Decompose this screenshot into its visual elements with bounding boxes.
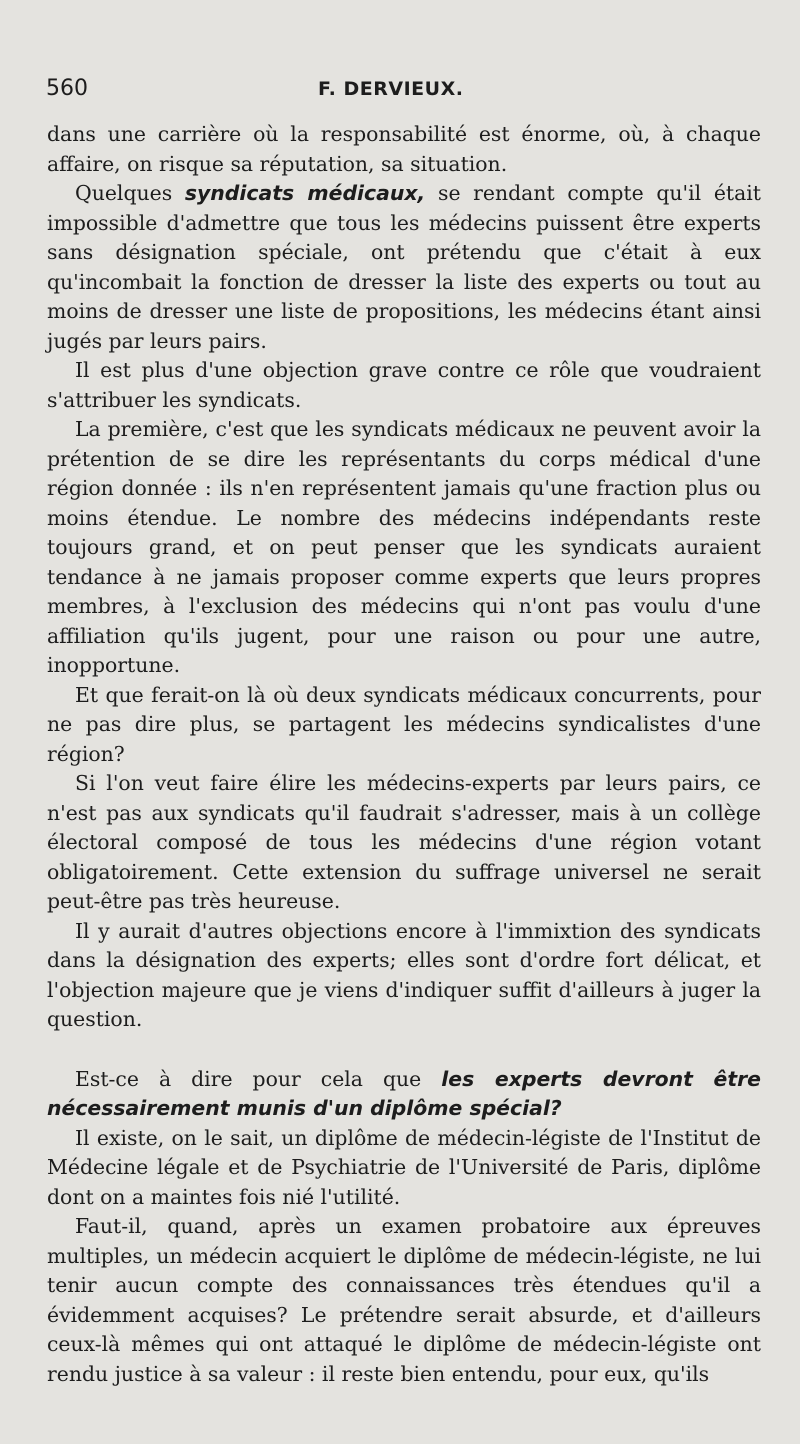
page-number: 560: [46, 76, 88, 101]
body-text: [47, 120, 761, 1389]
text-run: Il existe, on le sait, un diplôme de médecin-légiste de l'Institut de Médecine légale et de Psychiatrie de l'Université de Paris, diplôme dont on a maintes fois nié l'utilité.: [47, 1125, 761, 1209]
text-run: Est-ce à dire pour cela que: [75, 1066, 442, 1091]
section-gap: [47, 1035, 761, 1065]
paragraph: [47, 1065, 761, 1124]
text-run: Il est plus d'une objection grave contre ce rôle que voudraient s'attribuer les syndicats.: [47, 358, 761, 412]
paragraph: [47, 1124, 761, 1213]
page-header: [46, 76, 766, 110]
text-run: La première, c'est que les syndicats médicaux ne peuvent avoir la prétention de se dire les représentants du corps médical d'une région donnée : ils n'en représentent jamais qu'une fraction plus ou moins étendue. Le nombre des médecins indépendants reste toujours grand, et on peut penser que les syndicats auraient tendance à ne jamais proposer comme experts que leurs propres membres, à l'exclusion des médecins qui n'ont pas voulu d'une affiliation qu'ils jugent, pour une raison ou pour une autre, inopportune.: [47, 417, 761, 677]
text-run: Il y aurait d'autres objections encore à l'immixtion des syndicats dans la désignation des experts; elles sont d'ordre fort délicat, et l'objection majeure que je viens d'indiquer suffit d'ailleurs à juger la question.: [47, 918, 761, 1031]
text-run: Faut-il, quand, après un examen probatoire aux épreuves multiples, un médecin acquiert le diplôme de médecin-légiste, ne lui tenir aucun compte des connaissances très étendues qu'il a évidemment acquises? Le prétendre serait absurde, et d'ailleurs ceux-là mêmes qui ont attaqué le diplôme de médecin-légiste ont rendu justice à sa valeur : il reste bien entendu, pour eux, qu'ils: [47, 1214, 761, 1386]
text-run: Quelques: [75, 181, 185, 205]
paragraph: [47, 120, 761, 179]
running-head: F. DERVIEUX.: [318, 78, 464, 100]
paragraph: [47, 415, 761, 681]
text-run: Si l'on veut faire élire les médecins-experts par leurs pairs, ce n'est pas aux syndicats qu'il faudrait s'adresser, mais à un collège électoral composé de tous les médecins d'une région votant obligatoirement. Cette extension du suffrage universel ne serait peut-être pas très heureuse.: [47, 771, 761, 913]
paragraph: [47, 356, 761, 415]
text-run: dans une carrière où la responsabilité est énorme, où, à chaque affaire, on risque sa réputation, sa situation.: [47, 122, 761, 176]
paragraph: [47, 179, 761, 356]
text-run: se rendant compte qu'il était impossible d'admettre que tous les médecins puissent être experts sans désignation spéciale, ont prétendu que c'était à eux qu'incombait la fonction de dresser la liste des experts ou tout au moins de dresser une liste de propositions, les médecins étant ainsi jugés par leurs pairs.: [47, 181, 761, 353]
paragraph: [47, 681, 761, 770]
paragraph: [47, 769, 761, 917]
paragraph: [47, 1212, 761, 1389]
emphasis-text: syndicats médicaux,: [184, 181, 426, 205]
text-run: Et que ferait-on là où deux syndicats médicaux concurrents, pour ne pas dire plus, se partagent les médecins syndicalistes d'une région?: [47, 682, 761, 766]
paragraph: [47, 917, 761, 1035]
emphasis-text: les experts devront être nécessairement munis d'un diplôme spécial?: [47, 1066, 762, 1120]
